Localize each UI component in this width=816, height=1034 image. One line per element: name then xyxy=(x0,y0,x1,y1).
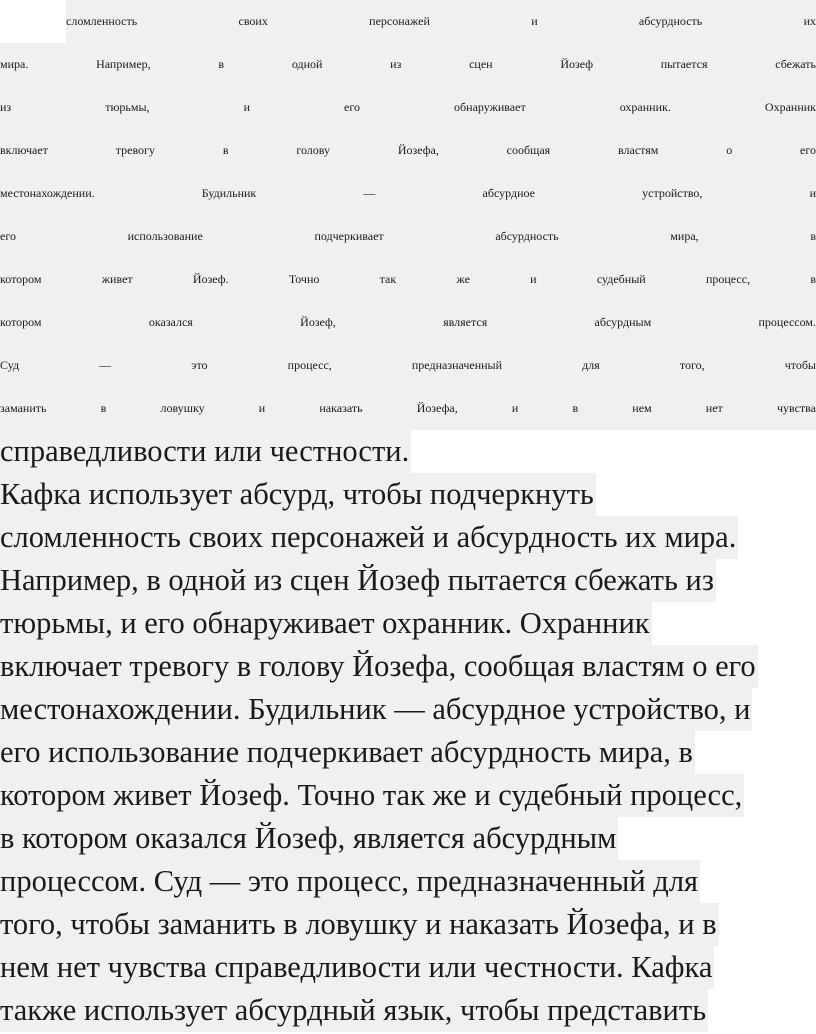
text-line: процессом. Суд — это процесс, предназначенный для xyxy=(0,860,700,903)
paragraph-2-line xyxy=(0,602,652,645)
paragraph-1-line xyxy=(0,258,816,301)
text-line: в котором оказался Йозеф, является абсурдным xyxy=(0,817,618,860)
text-line: местонахождении. Будильник — абсурдное устройство, и xyxy=(0,172,816,215)
paragraph-1-line xyxy=(0,301,816,344)
text-line: Например, в одной из сцен Йозеф пытается сбежать из xyxy=(0,559,716,602)
paragraph-2-line xyxy=(0,645,758,688)
paragraph-2-line xyxy=(0,989,708,1032)
text-line: тюрьмы, и его обнаруживает охранник. Охранник xyxy=(0,602,652,645)
text-line: его использование подчеркивает абсурдность мира, в xyxy=(0,731,695,774)
text-line: котором живет Йозеф. Точно так же и судебный процесс, xyxy=(0,774,744,817)
paragraph-2-line xyxy=(0,860,700,903)
text-line: того, чтобы заманить в ловушку и наказать Йозефа, и в xyxy=(0,903,719,946)
text-line: включает тревогу в голову Йозефа, сообщая властям о его xyxy=(0,129,816,172)
paragraph-2-line xyxy=(0,946,714,989)
paragraph-1-line xyxy=(0,0,816,43)
text-line: котором живет Йозеф. Точно так же и судебный процесс, в xyxy=(0,258,816,301)
paragraph-1-line xyxy=(0,430,411,473)
text-line: также использует абсурдный язык, чтобы представить xyxy=(0,989,708,1032)
paragraph-2-line xyxy=(0,688,752,731)
text-line: из тюрьмы, и его обнаруживает охранник. Охранник xyxy=(0,86,816,129)
text-line: сломленность своих персонажей и абсурдность их мира. xyxy=(0,516,738,559)
paragraph-1-line xyxy=(0,344,816,387)
paragraph-1-line xyxy=(0,172,816,215)
text-line: заманить в ловушку и наказать Йозефа, и в нем нет чувства xyxy=(0,387,816,430)
text-line: сломленность своих персонажей и абсурдность их xyxy=(66,0,816,43)
paragraph-1-line xyxy=(0,215,816,258)
paragraph-2-line xyxy=(0,473,596,516)
paragraph-1-line xyxy=(0,129,816,172)
paragraph-2-line xyxy=(0,731,695,774)
text-line: местонахождении. Будильник — абсурдное устройство, и xyxy=(0,688,752,731)
text-line: включает тревогу в голову Йозефа, сообщая властям о его xyxy=(0,645,758,688)
paragraph-1-line xyxy=(0,86,816,129)
paragraph-2-line xyxy=(0,774,744,817)
text-line: Кафка использует абсурд, чтобы подчеркнуть xyxy=(0,473,596,516)
paragraph-1-line xyxy=(0,43,816,86)
text-line: мира. Например, в одной из сцен Йозеф пытается сбежать xyxy=(0,43,816,86)
paragraph-2-line xyxy=(0,817,618,860)
text-line: котором оказался Йозеф, является абсурдным процессом. xyxy=(0,301,816,344)
text-line: его использование подчеркивает абсурдность мира, в xyxy=(0,215,816,258)
text-line: справедливости или честности. xyxy=(0,430,411,473)
paragraph-2-line xyxy=(0,559,716,602)
text-line: Суд — это процесс, предназначенный для того, чтобы xyxy=(0,344,816,387)
paragraph-2-line xyxy=(0,516,738,559)
paragraph-2-line xyxy=(0,903,719,946)
paragraph-1-line xyxy=(0,387,816,430)
text-line: нем нет чувства справедливости или честности. Кафка xyxy=(0,946,714,989)
